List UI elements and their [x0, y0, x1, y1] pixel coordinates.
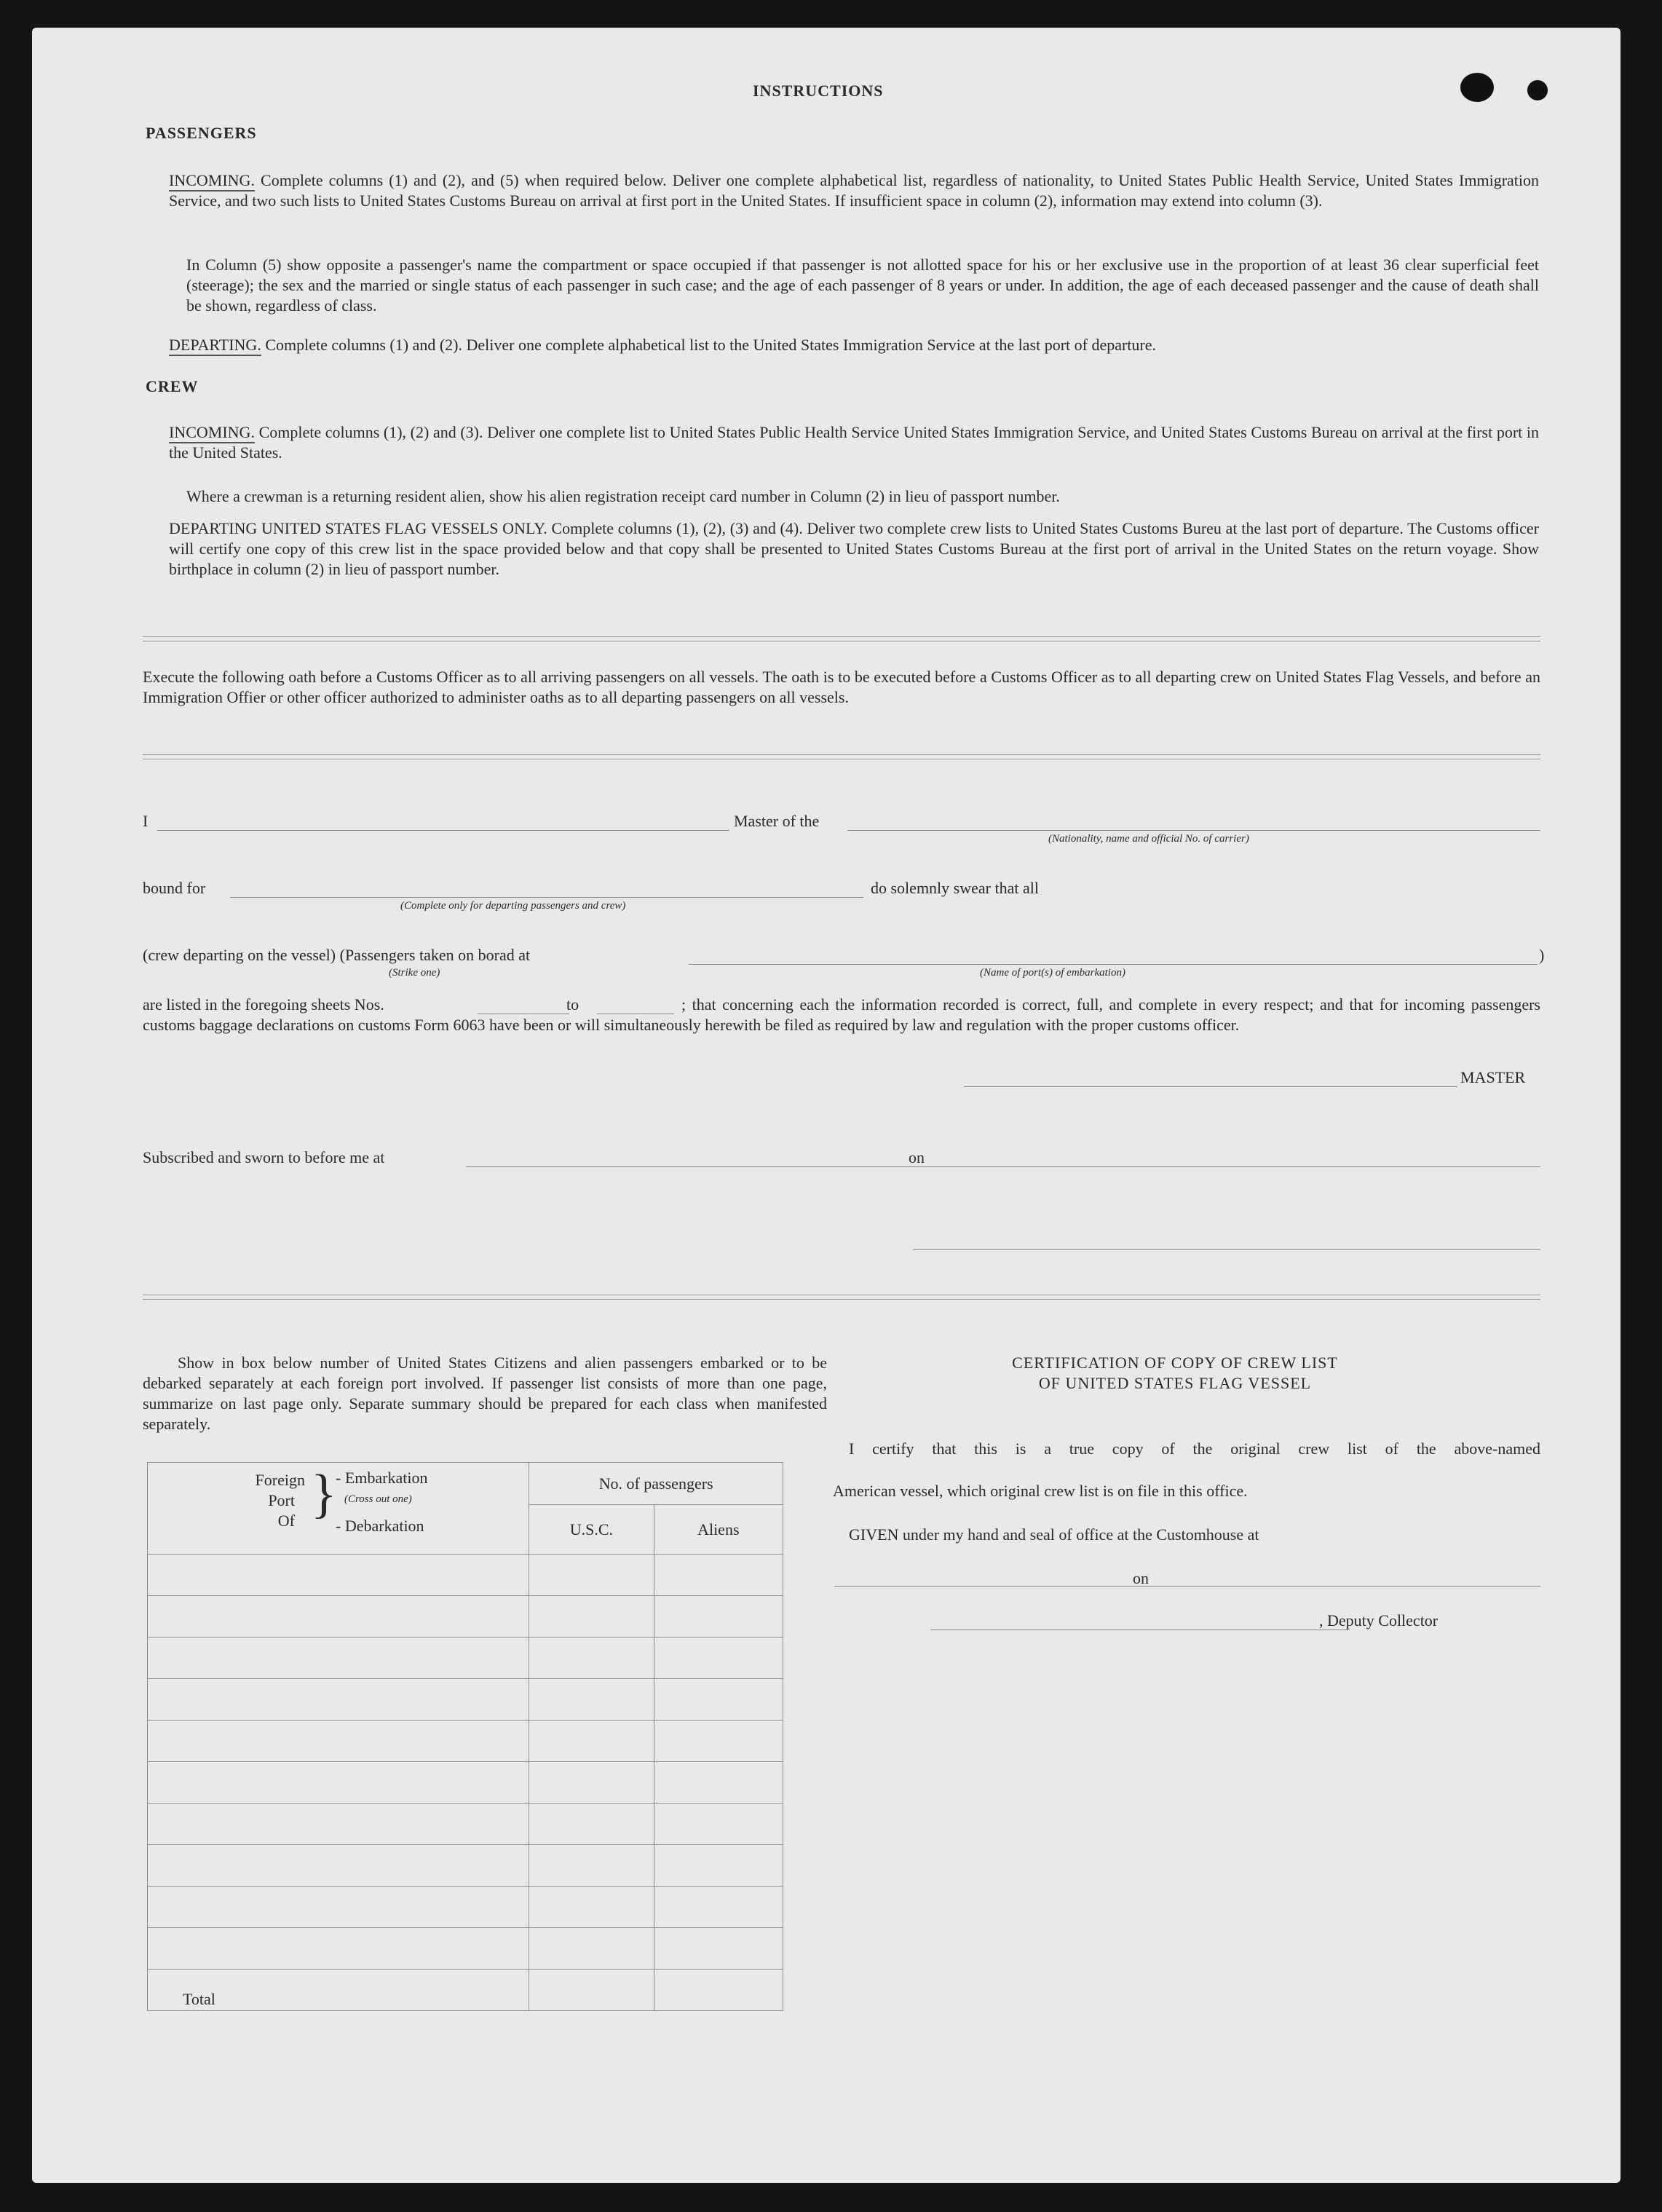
aliens-cell[interactable]: [654, 1679, 783, 1721]
usc-cell[interactable]: [529, 1555, 654, 1596]
crew-flag-vessels: [169, 518, 1539, 580]
cross-out-note: (Cross out one): [344, 1493, 412, 1505]
usc-cell[interactable]: [529, 1721, 654, 1762]
aliens-total-cell[interactable]: [654, 1970, 783, 2011]
table-row: [148, 1928, 783, 1970]
port-label-block: [148, 1470, 305, 1531]
usc-cell[interactable]: [529, 1845, 654, 1887]
port-cell[interactable]: [148, 1679, 529, 1721]
aliens-cell[interactable]: [654, 1762, 783, 1804]
aliens-cell[interactable]: [654, 1721, 783, 1762]
aliens-cell[interactable]: [654, 1928, 783, 1970]
certify-line-2: American vessel, which original crew list is on file in this office.: [833, 1482, 1248, 1500]
listed-label: are listed in the foregoing sheets Nos.: [143, 995, 384, 1014]
subscribed-at-field[interactable]: [466, 1166, 936, 1167]
page-title: INSTRUCTIONS: [753, 82, 884, 100]
incoming-label: INCOMING.: [169, 171, 255, 191]
customhouse-field[interactable]: [834, 1586, 1162, 1587]
port-cell[interactable]: [148, 1721, 529, 1762]
deputy-collector-label: , Deputy Collector: [1319, 1611, 1439, 1630]
of-label: Of: [277, 1512, 295, 1530]
embarkation-ports-field[interactable]: [689, 964, 1538, 965]
total-row: [148, 1970, 783, 2011]
port-cell[interactable]: [148, 1887, 529, 1928]
port-cell[interactable]: [148, 1638, 529, 1679]
master-name-field[interactable]: [157, 830, 729, 831]
usc-cell[interactable]: [529, 1928, 654, 1970]
oath-i-label: I: [143, 812, 149, 830]
document-sheet: [32, 28, 1621, 2183]
divider: [143, 754, 1540, 759]
port-cell[interactable]: [148, 1555, 529, 1596]
close-paren: ): [1539, 946, 1545, 964]
given-line: GIVEN under my hand and seal of office at the Customhouse at: [849, 1525, 1259, 1544]
strike-caption: (Strike one): [389, 967, 440, 979]
crew-incoming: [169, 422, 1539, 463]
departing-text: Complete columns (1) and (2). Deliver one complete alphabetical list to the United States Immigration Service at the last port of departure.: [265, 336, 1157, 354]
subscribed-on-field[interactable]: [930, 1166, 1540, 1167]
table-row: [148, 1596, 783, 1638]
foreign-label: Foreign: [255, 1471, 305, 1489]
divider: [143, 1295, 1540, 1300]
port-cell[interactable]: [148, 1596, 529, 1638]
ink-blot: [1460, 73, 1494, 102]
bound-for-label: bound for: [143, 879, 206, 897]
master-label: MASTER: [1460, 1068, 1526, 1086]
usc-header: U.S.C.: [529, 1505, 654, 1555]
incoming-text: Complete columns (1) and (2), and (5) when required below. Deliver one complete alphabetical list, regardless of nationality, to United States Public Health Service, United States Immigration Service, and two such lists to United States Customs Bureau on arrival at first port in the United States. If insufficient space in column (2), information may extend into column (3).: [169, 171, 1540, 210]
passenger-summary-table: [147, 1462, 783, 2011]
usc-cell[interactable]: [529, 1596, 654, 1638]
subscribed-on-label: on: [909, 1148, 925, 1166]
crew-departing-label: (crew departing on the vessel) (Passengers taken on borad at: [143, 946, 531, 964]
crew-heading: CREW: [146, 377, 199, 395]
passengers-heading: PASSENGERS: [146, 124, 257, 142]
aliens-cell[interactable]: [654, 1804, 783, 1845]
certification-on-label: on: [1133, 1569, 1149, 1587]
table-row: [148, 1887, 783, 1928]
certification-title-2: OF UNITED STATES FLAG VESSEL: [1038, 1374, 1312, 1392]
ports-caption: (Name of port(s) of embarkation): [980, 967, 1125, 979]
passengers-departing: [169, 335, 1539, 355]
passengers-column5: In Column (5) show opposite a passenger's name the compartment or space occupied if that passenger is not allotted space for his or her exclusive use in the proportion of at least 36 clear superficial feet (steerage); the sex and the married or single status of each passenger in such case; and the age of each passenger of 8 years or under. In addition, the age of each deceased passenger and the cause of death shall be shown, regardless of class.: [186, 256, 1539, 315]
crew-resident: Where a crewman is a returning resident alien, show his alien registration receipt card number in Column (2) in lieu of passport number.: [186, 487, 1060, 505]
certification-title-1: CERTIFICATION OF COPY OF CREW LIST: [1012, 1354, 1338, 1372]
embarkation-label: - Embarkation: [336, 1469, 428, 1487]
port-cell[interactable]: [148, 1762, 529, 1804]
officer-signature-field[interactable]: [913, 1249, 1540, 1250]
aliens-cell[interactable]: [654, 1638, 783, 1679]
usc-cell[interactable]: [529, 1638, 654, 1679]
port-header-cell: [148, 1463, 529, 1555]
carrier-caption: (Nationality, name and official No. of carrier): [1048, 833, 1249, 845]
aliens-cell[interactable]: [654, 1596, 783, 1638]
certification-date-field[interactable]: [1160, 1586, 1540, 1587]
usc-total-cell[interactable]: [529, 1970, 654, 2011]
debarkation-label: - Debarkation: [336, 1517, 424, 1535]
no-passengers-header: No. of passengers: [529, 1463, 783, 1505]
divider: [143, 636, 1540, 641]
master-of-label: Master of the: [734, 812, 820, 830]
subscribed-label: Subscribed and sworn to before me at: [143, 1148, 385, 1166]
crew-flag-label: DEPARTING UNITED STATES FLAG VESSELS ONLY.: [169, 519, 547, 537]
bound-for-field[interactable]: [230, 897, 863, 898]
crew-incoming-label: INCOMING.: [169, 423, 255, 443]
certify-line-1: I certify that this is a true copy of the original crew list of the above-named: [849, 1439, 1540, 1458]
port-cell[interactable]: [148, 1804, 529, 1845]
aliens-cell[interactable]: [654, 1887, 783, 1928]
ink-blot: [1527, 80, 1548, 100]
departing-label: DEPARTING.: [169, 336, 261, 356]
listed-to-label: to: [566, 995, 579, 1014]
crew-incoming-text: Complete columns (1), (2) and (3). Deliver one complete list to United States Public Health Service United States Immigration Service, and United States Customs Bureau on arrival at the first port in the United States.: [169, 423, 1540, 462]
aliens-header: Aliens: [654, 1505, 783, 1555]
usc-cell[interactable]: [529, 1762, 654, 1804]
table-row: [148, 1721, 783, 1762]
master-signature-field[interactable]: [964, 1086, 1457, 1087]
table-row: [148, 1679, 783, 1721]
summary-intro: Show in box below number of United States Citizens and alien passengers embarked or to be debarked separately at each foreign port involved. If passenger list consists of more than one page, summarize on last page only. Separate summary should be prepared for each class when manifested separately.: [143, 1354, 827, 1433]
port-label: Port: [268, 1491, 295, 1509]
aliens-cell[interactable]: [654, 1555, 783, 1596]
crew-flag-text: Complete columns (1), (2), (3) and (4). Deliver two complete crew lists to United States Customs Bureu at the last port of departure. The Customs officer will certify one copy of this crew list in the space provided below and that copy shall be presented to United States Customs Bureau at the first port of arrival in the United States on the return voyage. Show birthplace in column (2) in lieu of passport number.: [169, 519, 1540, 578]
bound-for-caption: (Complete only for departing passengers and crew): [400, 900, 626, 912]
total-label: Total: [148, 1970, 529, 2011]
table-row: [148, 1762, 783, 1804]
listed-text: ; that concerning each the information recorded is correct, full, and complete in every respect; and that for incoming passengers customs baggage declarations on customs Form 6063 have been or will simultaneously herewith be filed as required by law and regulation with the proper customs officer.: [143, 995, 1540, 1034]
table-row: [148, 1555, 783, 1596]
swear-label: do solemnly swear that all: [871, 879, 1039, 897]
table-row: [148, 1638, 783, 1679]
oath-intro: Execute the following oath before a Customs Officer as to all arriving passengers on all vessels. The oath is to be executed before a Customs Officer as to all departing crew on United States Flag Vessels, and before an Immigration Offier or other officer authorized to administer oaths as to all departing passengers on all vessels.: [143, 668, 1540, 706]
port-cell[interactable]: [148, 1845, 529, 1887]
brace-icon: }: [311, 1464, 337, 1524]
aliens-cell[interactable]: [654, 1845, 783, 1887]
usc-cell[interactable]: [529, 1679, 654, 1721]
table-row: [148, 1845, 783, 1887]
passengers-incoming: [169, 170, 1539, 211]
port-cell[interactable]: [148, 1928, 529, 1970]
table-row: [148, 1804, 783, 1845]
carrier-field[interactable]: [847, 830, 1540, 831]
usc-cell[interactable]: [529, 1804, 654, 1845]
usc-cell[interactable]: [529, 1887, 654, 1928]
